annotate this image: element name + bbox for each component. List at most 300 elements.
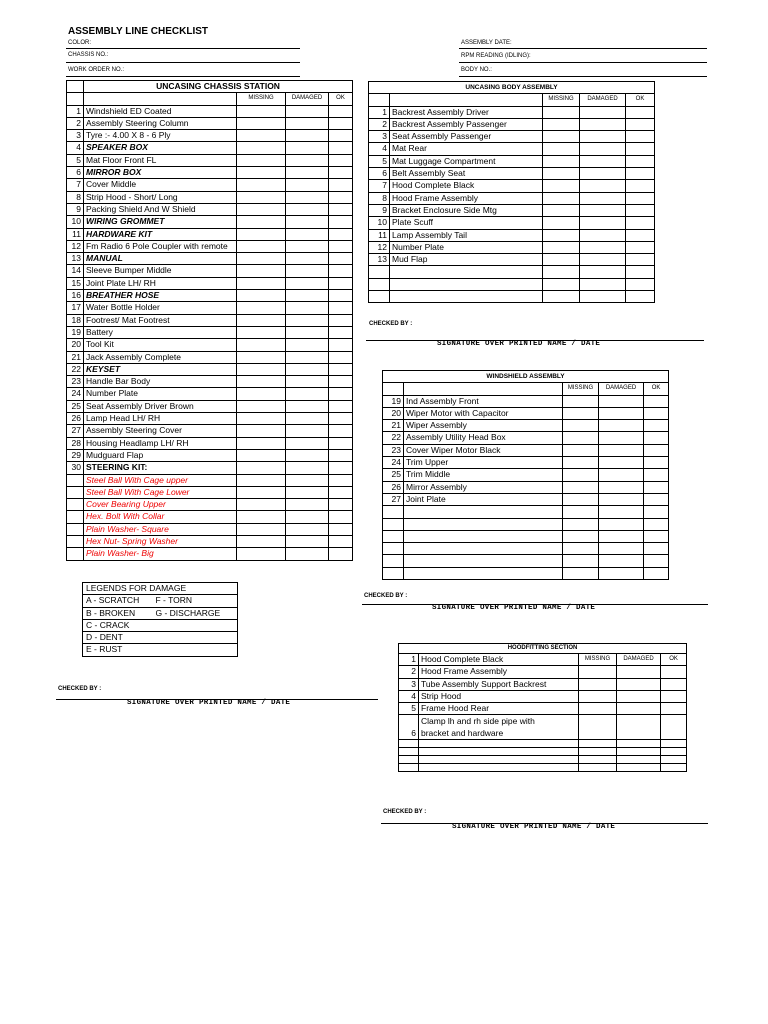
damaged-checkbox-cell[interactable]	[286, 179, 329, 191]
damaged-checkbox-cell[interactable]	[599, 555, 644, 567]
damaged-checkbox-cell[interactable]	[617, 764, 661, 772]
damaged-checkbox-cell[interactable]	[617, 756, 661, 764]
damaged-checkbox-cell[interactable]	[617, 678, 661, 690]
work-order-field-line[interactable]	[66, 76, 300, 77]
damaged-checkbox-cell[interactable]	[580, 278, 626, 290]
missing-checkbox-cell[interactable]	[579, 748, 617, 756]
damaged-column-header: DAMAGED	[580, 94, 626, 106]
ok-checkbox-cell[interactable]	[644, 481, 669, 493]
damaged-checkbox-cell[interactable]	[286, 351, 329, 363]
damaged-checkbox-cell[interactable]	[286, 302, 329, 314]
damaged-checkbox-cell[interactable]	[286, 523, 329, 535]
ok-checkbox-cell[interactable]	[626, 118, 655, 130]
body-no-field-line[interactable]	[459, 76, 707, 77]
item-number: 8	[67, 191, 84, 203]
damaged-checkbox-cell[interactable]	[286, 191, 329, 203]
missing-checkbox-cell[interactable]	[563, 395, 599, 407]
ok-checkbox-cell[interactable]	[329, 351, 353, 363]
chassis-no-field-line[interactable]	[66, 62, 300, 63]
ok-checkbox-cell[interactable]	[329, 499, 353, 511]
damaged-checkbox-cell[interactable]	[580, 131, 626, 143]
damaged-checkbox-cell[interactable]	[286, 388, 329, 400]
missing-checkbox-cell[interactable]	[237, 474, 286, 486]
missing-checkbox-cell[interactable]	[563, 543, 599, 555]
missing-checkbox-cell[interactable]	[563, 481, 599, 493]
missing-checkbox-cell[interactable]	[563, 407, 599, 419]
missing-checkbox-cell[interactable]	[579, 740, 617, 748]
missing-checkbox-cell[interactable]	[237, 425, 286, 437]
checklist-row	[369, 266, 655, 278]
checklist-row	[383, 444, 669, 456]
ok-checkbox-cell[interactable]	[329, 179, 353, 191]
damaged-checkbox-cell[interactable]	[617, 666, 661, 678]
damaged-checkbox-cell[interactable]	[599, 420, 644, 432]
item-label	[419, 740, 579, 748]
missing-checkbox-cell[interactable]	[237, 142, 286, 154]
ok-checkbox-cell[interactable]	[329, 117, 353, 129]
missing-checkbox-cell[interactable]	[543, 217, 580, 229]
damaged-checkbox-cell[interactable]	[580, 266, 626, 278]
missing-checkbox-cell[interactable]	[237, 302, 286, 314]
damaged-checkbox-cell[interactable]	[580, 168, 626, 180]
ok-checkbox-cell[interactable]	[661, 756, 687, 764]
checklist-row	[383, 493, 669, 505]
ok-checkbox-cell[interactable]	[329, 462, 353, 474]
ok-checkbox-cell[interactable]	[329, 154, 353, 166]
missing-checkbox-cell[interactable]	[579, 715, 617, 740]
item-number: 11	[369, 229, 390, 241]
damaged-checkbox-cell[interactable]	[286, 437, 329, 449]
ok-checkbox-cell[interactable]	[644, 469, 669, 481]
damaged-checkbox-cell[interactable]	[286, 130, 329, 142]
ok-checkbox-cell[interactable]	[661, 740, 687, 748]
missing-checkbox-cell[interactable]	[563, 518, 599, 530]
item-number	[383, 567, 404, 579]
damaged-checkbox-cell[interactable]	[580, 217, 626, 229]
missing-checkbox-cell[interactable]	[237, 363, 286, 375]
missing-checkbox-cell[interactable]	[543, 254, 580, 266]
missing-checkbox-cell[interactable]	[543, 291, 580, 303]
damaged-checkbox-cell[interactable]	[580, 291, 626, 303]
item-label: Tyre :- 4.00 X 8 - 6 Ply	[84, 130, 237, 142]
ok-checkbox-cell[interactable]	[661, 666, 687, 678]
damaged-checkbox-cell[interactable]	[599, 395, 644, 407]
item-number: 18	[67, 314, 84, 326]
missing-checkbox-cell[interactable]	[543, 155, 580, 167]
missing-checkbox-cell[interactable]	[563, 567, 599, 579]
ok-checkbox-cell[interactable]	[644, 530, 669, 542]
ok-checkbox-cell[interactable]	[626, 217, 655, 229]
item-label: Trim Upper	[404, 457, 563, 469]
damaged-checkbox-cell[interactable]	[286, 142, 329, 154]
ok-checkbox-cell[interactable]	[626, 241, 655, 253]
item-number: 9	[67, 203, 84, 215]
item-number	[383, 543, 404, 555]
ok-checkbox-cell[interactable]	[329, 523, 353, 535]
damaged-checkbox-cell[interactable]	[580, 118, 626, 130]
ok-checkbox-cell[interactable]	[329, 388, 353, 400]
ok-checkbox-cell[interactable]	[329, 376, 353, 388]
ok-checkbox-cell[interactable]	[329, 290, 353, 302]
missing-checkbox-cell[interactable]	[543, 118, 580, 130]
ok-checkbox-cell[interactable]	[626, 180, 655, 192]
ok-checkbox-cell[interactable]	[626, 143, 655, 155]
missing-checkbox-cell[interactable]	[563, 555, 599, 567]
item-label: Mat Rear	[390, 143, 543, 155]
missing-checkbox-cell[interactable]	[543, 180, 580, 192]
ok-checkbox-cell[interactable]	[329, 425, 353, 437]
ok-checkbox-cell[interactable]	[329, 535, 353, 547]
item-label-line: bracket and hardware	[421, 728, 504, 739]
missing-checkbox-cell[interactable]	[237, 179, 286, 191]
checklist-row	[67, 462, 353, 474]
damaged-checkbox-cell[interactable]	[599, 481, 644, 493]
damaged-checkbox-cell[interactable]	[599, 493, 644, 505]
ok-checkbox-cell[interactable]	[329, 449, 353, 461]
missing-checkbox-cell[interactable]	[237, 499, 286, 511]
ok-checkbox-cell[interactable]	[644, 555, 669, 567]
damaged-checkbox-cell[interactable]	[580, 229, 626, 241]
missing-checkbox-cell[interactable]	[543, 192, 580, 204]
damaged-checkbox-cell[interactable]	[286, 277, 329, 289]
damaged-checkbox-cell[interactable]	[286, 228, 329, 240]
ok-checkbox-cell[interactable]	[644, 420, 669, 432]
damaged-checkbox-cell[interactable]	[617, 715, 661, 740]
item-number: 2	[369, 118, 390, 130]
ok-checkbox-cell[interactable]	[626, 168, 655, 180]
item-number: 1	[369, 106, 390, 118]
missing-checkbox-cell[interactable]	[579, 764, 617, 772]
damaged-checkbox-cell[interactable]	[617, 703, 661, 715]
legend-code	[153, 644, 238, 656]
damaged-checkbox-cell[interactable]	[599, 506, 644, 518]
ok-checkbox-cell[interactable]	[644, 444, 669, 456]
rpm-reading-label: RPM READING (IDLING):	[461, 53, 531, 59]
item-number: 7	[67, 179, 84, 191]
missing-checkbox-cell[interactable]	[579, 756, 617, 764]
ok-checkbox-cell[interactable]	[626, 155, 655, 167]
ok-checkbox-cell[interactable]	[644, 407, 669, 419]
damaged-checkbox-cell[interactable]	[286, 117, 329, 129]
missing-checkbox-cell[interactable]	[237, 203, 286, 215]
damaged-checkbox-cell[interactable]	[599, 567, 644, 579]
ok-checkbox-cell[interactable]	[661, 764, 687, 772]
missing-checkbox-cell[interactable]	[563, 506, 599, 518]
ok-checkbox-cell[interactable]	[644, 493, 669, 505]
missing-checkbox-cell[interactable]	[563, 444, 599, 456]
damaged-checkbox-cell[interactable]	[286, 400, 329, 412]
ok-checkbox-cell[interactable]	[644, 543, 669, 555]
damaged-checkbox-cell[interactable]	[580, 204, 626, 216]
damaged-checkbox-cell[interactable]	[286, 253, 329, 265]
item-label: STEERING KIT:	[84, 462, 237, 474]
damaged-checkbox-cell[interactable]	[286, 474, 329, 486]
checklist-row	[67, 142, 353, 154]
missing-checkbox-cell[interactable]	[237, 216, 286, 228]
ok-column-header: OK	[661, 654, 687, 666]
ok-checkbox-cell[interactable]	[626, 229, 655, 241]
ok-checkbox-cell[interactable]	[329, 130, 353, 142]
item-number	[67, 523, 84, 535]
damaged-checkbox-cell[interactable]	[286, 425, 329, 437]
ok-checkbox-cell[interactable]	[329, 511, 353, 523]
item-number	[369, 278, 390, 290]
item-label: MANUAL	[84, 253, 237, 265]
missing-checkbox-cell[interactable]	[237, 535, 286, 547]
missing-checkbox-cell[interactable]	[237, 105, 286, 117]
ok-checkbox-cell[interactable]	[626, 278, 655, 290]
damaged-checkbox-cell[interactable]	[286, 167, 329, 179]
ok-checkbox-cell[interactable]	[329, 437, 353, 449]
damaged-checkbox-cell[interactable]	[599, 518, 644, 530]
checked-by-label: CHECKED BY :	[383, 809, 427, 815]
missing-checkbox-cell[interactable]	[543, 266, 580, 278]
missing-checkbox-cell[interactable]	[237, 326, 286, 338]
item-label: BREATHER HOSE	[84, 290, 237, 302]
ok-checkbox-cell[interactable]	[329, 363, 353, 375]
item-label: Plate Scuff	[390, 217, 543, 229]
ok-checkbox-cell[interactable]	[661, 678, 687, 690]
item-number: 20	[67, 339, 84, 351]
damaged-checkbox-cell[interactable]	[286, 203, 329, 215]
missing-checkbox-cell[interactable]	[237, 437, 286, 449]
checklist-row	[399, 666, 687, 678]
ok-checkbox-cell[interactable]	[626, 204, 655, 216]
missing-checkbox-cell[interactable]	[237, 351, 286, 363]
missing-checkbox-cell[interactable]	[237, 339, 286, 351]
ok-checkbox-cell[interactable]	[661, 748, 687, 756]
missing-checkbox-cell[interactable]	[237, 228, 286, 240]
missing-checkbox-cell[interactable]	[579, 666, 617, 678]
damaged-checkbox-cell[interactable]	[599, 444, 644, 456]
ok-checkbox-cell[interactable]	[644, 506, 669, 518]
ok-checkbox-cell[interactable]	[626, 254, 655, 266]
damaged-checkbox-cell[interactable]	[580, 155, 626, 167]
missing-checkbox-cell[interactable]	[237, 388, 286, 400]
color-field-line[interactable]	[66, 48, 300, 49]
missing-checkbox-cell[interactable]	[563, 457, 599, 469]
ok-checkbox-cell[interactable]	[329, 400, 353, 412]
missing-checkbox-cell[interactable]	[237, 253, 286, 265]
damaged-checkbox-cell[interactable]	[617, 690, 661, 702]
checklist-row	[67, 449, 353, 461]
body-assembly-table	[368, 81, 655, 303]
missing-checkbox-cell[interactable]	[563, 420, 599, 432]
item-number: 19	[383, 395, 404, 407]
damaged-checkbox-cell[interactable]	[580, 180, 626, 192]
missing-checkbox-cell[interactable]	[579, 690, 617, 702]
damaged-checkbox-cell[interactable]	[286, 326, 329, 338]
item-number: 21	[67, 351, 84, 363]
missing-checkbox-cell[interactable]	[563, 432, 599, 444]
ok-checkbox-cell[interactable]	[329, 413, 353, 425]
windshield-assembly-table	[382, 370, 669, 580]
ok-checkbox-cell[interactable]	[644, 395, 669, 407]
ok-checkbox-cell[interactable]	[329, 142, 353, 154]
damaged-checkbox-cell[interactable]	[286, 499, 329, 511]
damaged-checkbox-cell[interactable]	[580, 143, 626, 155]
ok-checkbox-cell[interactable]	[329, 105, 353, 117]
checklist-row	[67, 363, 353, 375]
missing-checkbox-cell[interactable]	[543, 106, 580, 118]
ok-checkbox-cell[interactable]	[329, 191, 353, 203]
damaged-checkbox-cell[interactable]	[286, 449, 329, 461]
checklist-row	[369, 118, 655, 130]
damaged-checkbox-cell[interactable]	[286, 511, 329, 523]
ok-checkbox-cell[interactable]	[626, 192, 655, 204]
ok-checkbox-cell[interactable]	[329, 253, 353, 265]
missing-checkbox-cell[interactable]	[579, 703, 617, 715]
item-number	[67, 474, 84, 486]
missing-checkbox-cell[interactable]	[237, 290, 286, 302]
item-number: 3	[67, 130, 84, 142]
damaged-checkbox-cell[interactable]	[617, 748, 661, 756]
rpm-reading-field-line[interactable]	[459, 62, 707, 63]
missing-checkbox-cell[interactable]	[563, 530, 599, 542]
ok-checkbox-cell[interactable]	[329, 167, 353, 179]
damaged-checkbox-cell[interactable]	[580, 241, 626, 253]
missing-checkbox-cell[interactable]	[543, 168, 580, 180]
checklist-row	[369, 278, 655, 290]
missing-checkbox-cell[interactable]	[543, 241, 580, 253]
missing-checkbox-cell[interactable]	[237, 314, 286, 326]
ok-checkbox-cell[interactable]	[329, 240, 353, 252]
item-label: Battery	[84, 326, 237, 338]
missing-checkbox-cell[interactable]	[563, 469, 599, 481]
damaged-checkbox-cell[interactable]	[286, 535, 329, 547]
damaged-checkbox-cell[interactable]	[286, 548, 329, 560]
ok-checkbox-cell[interactable]	[329, 314, 353, 326]
missing-checkbox-cell[interactable]	[579, 678, 617, 690]
damaged-checkbox-cell[interactable]	[599, 432, 644, 444]
missing-checkbox-cell[interactable]	[237, 277, 286, 289]
legend-row	[83, 595, 238, 607]
checklist-row	[67, 486, 353, 498]
damaged-checkbox-cell[interactable]	[286, 216, 329, 228]
item-label: Trim Middle	[404, 469, 563, 481]
checklist-row	[369, 168, 655, 180]
ok-checkbox-cell[interactable]	[644, 567, 669, 579]
damaged-checkbox-cell[interactable]	[286, 339, 329, 351]
ok-checkbox-cell[interactable]	[644, 518, 669, 530]
item-label: Assembly Steering Cover	[84, 425, 237, 437]
damaged-checkbox-cell[interactable]	[286, 154, 329, 166]
damaged-checkbox-cell[interactable]	[286, 240, 329, 252]
ok-checkbox-cell[interactable]	[329, 548, 353, 560]
missing-checkbox-cell[interactable]	[543, 131, 580, 143]
ok-checkbox-cell[interactable]	[329, 216, 353, 228]
checklist-row	[67, 228, 353, 240]
missing-checkbox-cell[interactable]	[543, 229, 580, 241]
item-label: Joint Plate LH/ RH	[84, 277, 237, 289]
ok-checkbox-cell[interactable]	[626, 106, 655, 118]
assembly-date-field-line[interactable]	[459, 48, 707, 49]
missing-checkbox-cell[interactable]	[237, 154, 286, 166]
missing-checkbox-cell[interactable]	[237, 191, 286, 203]
missing-checkbox-cell[interactable]	[237, 413, 286, 425]
ok-checkbox-cell[interactable]	[329, 474, 353, 486]
ok-checkbox-cell[interactable]	[329, 339, 353, 351]
body-assembly-title: UNCASING BODY ASSEMBLY	[369, 82, 655, 94]
damaged-checkbox-cell[interactable]	[580, 254, 626, 266]
damaged-checkbox-cell[interactable]	[617, 740, 661, 748]
damaged-checkbox-cell[interactable]	[286, 314, 329, 326]
ok-checkbox-cell[interactable]	[329, 326, 353, 338]
damaged-checkbox-cell[interactable]	[286, 290, 329, 302]
missing-checkbox-cell[interactable]	[237, 117, 286, 129]
ok-checkbox-cell[interactable]	[626, 291, 655, 303]
missing-checkbox-cell[interactable]	[237, 400, 286, 412]
missing-column-header: MISSING	[563, 383, 599, 395]
checklist-row	[67, 388, 353, 400]
ok-checkbox-cell[interactable]	[329, 302, 353, 314]
missing-checkbox-cell[interactable]	[237, 511, 286, 523]
item-label: Jack Assembly Complete	[84, 351, 237, 363]
item-label: Windshield ED Coated	[84, 105, 237, 117]
ok-checkbox-cell[interactable]	[644, 432, 669, 444]
damaged-checkbox-cell[interactable]	[599, 407, 644, 419]
ok-checkbox-cell[interactable]	[626, 266, 655, 278]
damaged-checkbox-cell[interactable]	[286, 486, 329, 498]
damaged-checkbox-cell[interactable]	[286, 413, 329, 425]
missing-checkbox-cell[interactable]	[543, 204, 580, 216]
ok-checkbox-cell[interactable]	[329, 228, 353, 240]
ok-checkbox-cell[interactable]	[329, 203, 353, 215]
missing-column-header: MISSING	[579, 654, 617, 666]
ok-checkbox-cell[interactable]	[626, 131, 655, 143]
missing-checkbox-cell[interactable]	[237, 167, 286, 179]
missing-checkbox-cell[interactable]	[543, 143, 580, 155]
ok-checkbox-cell[interactable]	[644, 457, 669, 469]
damaged-checkbox-cell[interactable]	[580, 192, 626, 204]
item-label: Backrest Assembly Passenger	[390, 118, 543, 130]
item-number: 3	[369, 131, 390, 143]
ok-checkbox-cell[interactable]	[329, 486, 353, 498]
damaged-checkbox-cell[interactable]	[580, 106, 626, 118]
checklist-row	[67, 535, 353, 547]
item-number	[383, 555, 404, 567]
ok-checkbox-cell[interactable]	[661, 715, 687, 740]
damaged-checkbox-cell[interactable]	[286, 265, 329, 277]
ok-checkbox-cell[interactable]	[661, 703, 687, 715]
missing-checkbox-cell[interactable]	[237, 130, 286, 142]
missing-checkbox-cell[interactable]	[237, 462, 286, 474]
missing-checkbox-cell[interactable]	[237, 486, 286, 498]
damaged-checkbox-cell[interactable]	[286, 376, 329, 388]
missing-checkbox-cell[interactable]	[237, 265, 286, 277]
item-label: Steel Ball With Cage upper	[84, 474, 237, 486]
damaged-checkbox-cell[interactable]	[286, 363, 329, 375]
damaged-checkbox-cell[interactable]	[599, 543, 644, 555]
missing-checkbox-cell[interactable]	[237, 376, 286, 388]
ok-checkbox-cell[interactable]	[329, 277, 353, 289]
damaged-checkbox-cell[interactable]	[286, 462, 329, 474]
damaged-checkbox-cell[interactable]	[599, 530, 644, 542]
damaged-checkbox-cell[interactable]	[286, 105, 329, 117]
ok-checkbox-cell[interactable]	[329, 265, 353, 277]
damaged-checkbox-cell[interactable]	[599, 457, 644, 469]
ok-checkbox-cell[interactable]	[661, 690, 687, 702]
missing-checkbox-cell[interactable]	[237, 548, 286, 560]
damaged-checkbox-cell[interactable]	[599, 469, 644, 481]
missing-checkbox-cell[interactable]	[543, 278, 580, 290]
missing-checkbox-cell[interactable]	[237, 523, 286, 535]
legend-code: C - CRACK	[83, 619, 153, 631]
item-label: Seat Assembly Passenger	[390, 131, 543, 143]
missing-checkbox-cell[interactable]	[237, 449, 286, 461]
missing-checkbox-cell[interactable]	[563, 493, 599, 505]
missing-checkbox-cell[interactable]	[237, 240, 286, 252]
